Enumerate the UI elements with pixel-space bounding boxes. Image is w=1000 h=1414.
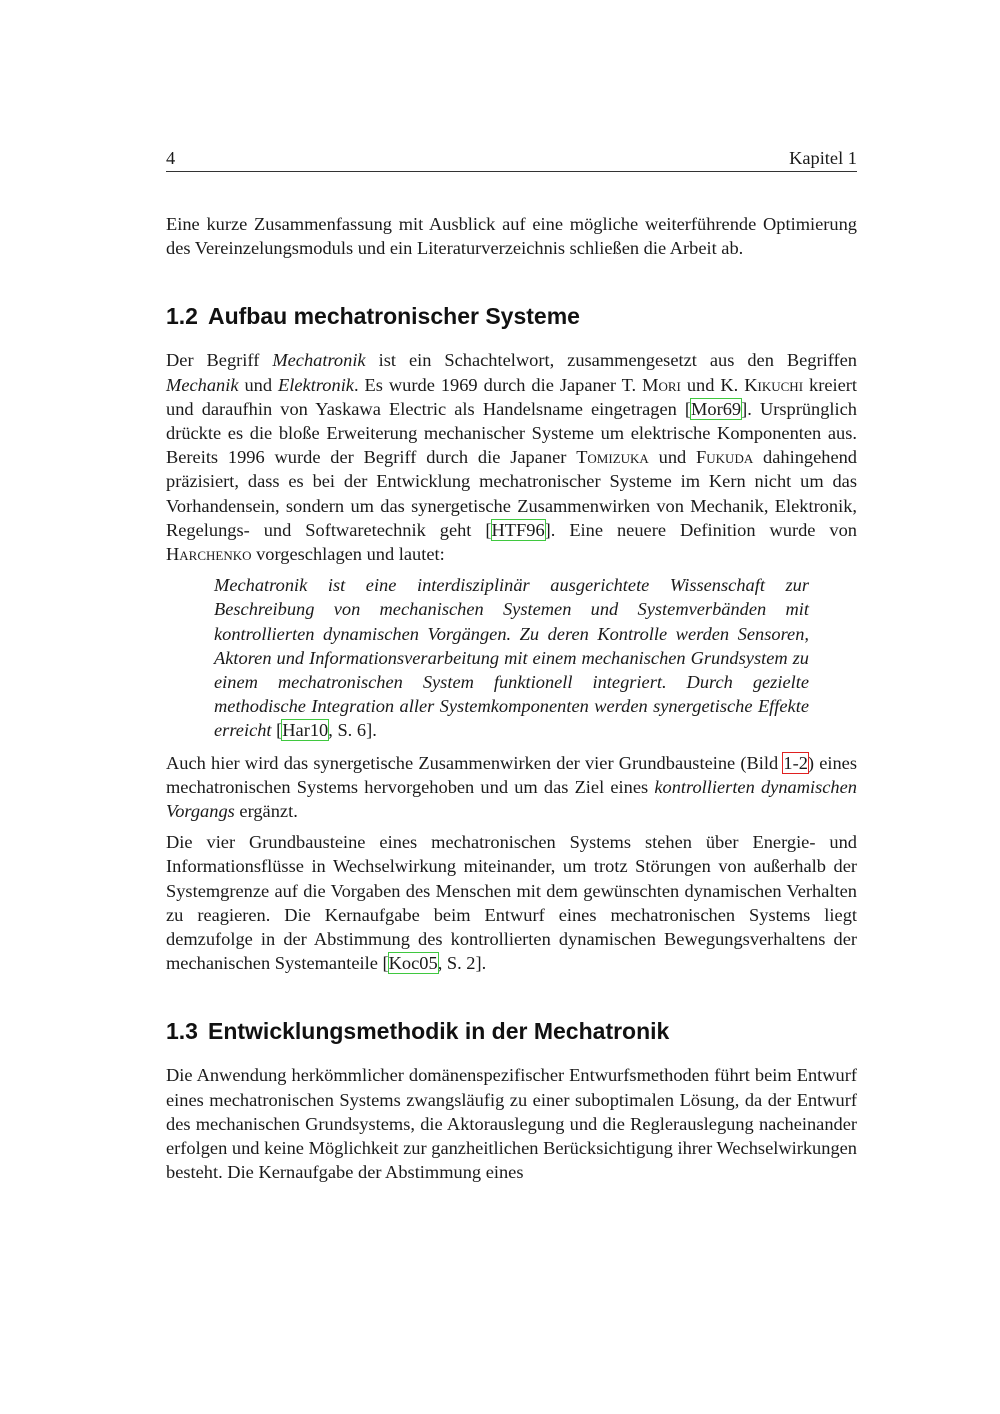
citation-link[interactable]: Har10 xyxy=(282,720,329,741)
section-number: 1.3 xyxy=(166,1018,198,1045)
block-quote: Mechatronik ist eine interdisziplinär ausgerichtete Wissenschaft zur Beschreibung von mechanischen Systemen und Systemverbänden mit kontrollierten dynamischen Vorgängen. Zu deren Kontrolle werden Sensoren, Aktoren und Informationsverarbeitung mit einem mechanischen Grundsystem zu einem mechatronischen System funktionell integriert. Durch gezielte methodische Integration aller Systemkomponenten werden synergetische Effekte erreicht [Har10, S. 6]. xyxy=(214,575,809,741)
author-name: Mori xyxy=(642,374,681,395)
chapter-label: Kapitel 1 xyxy=(789,147,857,168)
section-title: Entwicklungsmethodik in der Mechatronik xyxy=(207,1018,670,1045)
figure-reference-link[interactable]: 1-2 xyxy=(783,752,808,773)
page-number: 4 xyxy=(166,147,176,168)
paragraph-kernaufgabe: Die vier Grundbausteine eines mechatronischen Systems stehen über Energie- und Informationsflüsse in Wechselwirkung miteinander, um trotz Störungen von außerhalb der Systemgrenze auf die Vorgaben des Menschen mit dem gewünschten dynamischen Verhalten zu reagieren. Die Kernaufgabe beim Entwurf eines mechatronischen Systems liegt demzufolge in der Abstimmung des kontrollierten dynamischen Bewegungsverhaltens der mechanischen Systemanteile [Koc05, S. 2]. xyxy=(166,832,857,974)
section-heading-1-2 xyxy=(166,302,857,330)
paragraph-grundbausteine: Auch hier wird das synergetische Zusammenwirken der vier Grundbausteine (Bild 1-2) eines mechatronischen Systems hervorgehoben und um das Ziel eines kontrollierten dynamischen Vorgangs ergänzt. xyxy=(166,752,857,822)
author-name: Tomizuka xyxy=(576,447,649,468)
citation-link[interactable]: HTF96 xyxy=(491,519,545,540)
author-name: Fukuda xyxy=(696,447,754,468)
author-name: Harchenko xyxy=(166,544,252,565)
section-heading-1-3 xyxy=(166,1017,857,1045)
page-content xyxy=(166,148,857,1185)
paragraph-mechatronik-definition: Der Begriff Mechatronik ist ein Schachtelwort, zusammengesetzt aus den Begriffen Mechanik und Elektronik. Es wurde 1969 durch die Japaner T. Mori und K. Kikuchi kreiert und daraufhin von Yaskawa Electric als Handelsname eingetragen [Mor69]. Ursprünglich drückte es die bloße Erweiterung mechanischer Systeme um elektrische Komponenten aus. Bereits 1996 wurde der Begriff durch die Japaner Tomizuka und Fukuda dahingehend präzisiert, dass es bei der Entwicklung mechatronischer Systeme im Kern nicht um das Vorhandensein, sondern um das synergetische Zusammenwirken von Mechanik, Elektronik, Regelungs- und Softwaretechnik geht [HTF96]. Eine neuere Definition wurde von Harchenko vorgeschlagen und lautet: xyxy=(166,350,858,565)
paragraph-entwicklungsmethodik: Die Anwendung herkömmlicher domänenspezifischer Entwurfsmethoden führt beim Entwurf eines mechatronischen Systems zwangsläufig zu einer suboptimalen Lösung, da der Entwurf des mechanischen Grundsystems, die Aktorauslegung und die Reglerauslegung nacheinander erfolgen und keine Möglichkeit zur ganzheitlichen Berücksichtigung ihrer Wechselwirkungen besteht. Die Kernaufgabe der Abstimmung eines xyxy=(166,1065,857,1183)
running-header xyxy=(166,148,857,172)
citation-link[interactable]: Mor69 xyxy=(691,398,742,419)
intro-paragraph: Eine kurze Zusammenfassung mit Ausblick auf eine mögliche weiterführende Optimierung des Vereinzelungsmoduls und ein Literaturverzeichnis schließen die Arbeit ab. xyxy=(166,214,857,259)
author-name: Kikuchi xyxy=(744,374,804,395)
section-number: 1.2 xyxy=(166,303,198,330)
citation-link[interactable]: Koc05 xyxy=(388,953,438,974)
section-title: Aufbau mechatronischer Systeme xyxy=(207,303,580,330)
